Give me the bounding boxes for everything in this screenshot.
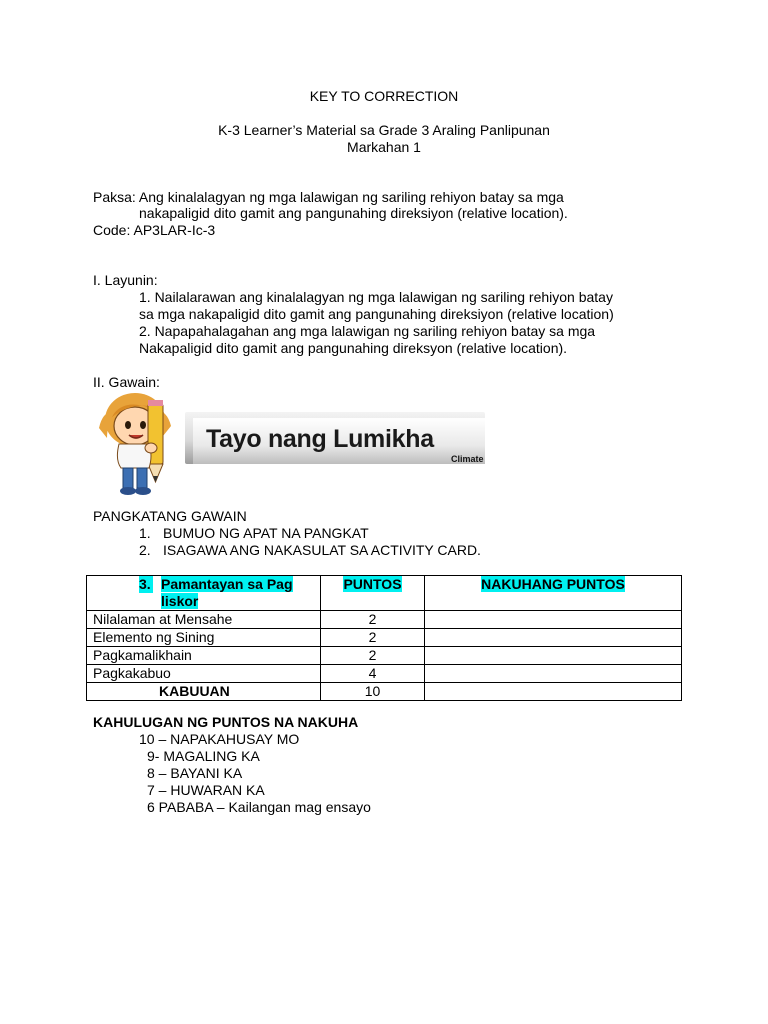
points-cell: 2 (321, 647, 425, 665)
step-2-number: 2. (139, 542, 151, 558)
earned-cell[interactable] (425, 665, 682, 683)
earned-cell[interactable] (425, 611, 682, 629)
objective-2-line-1: 2. Napapahalagahan ang mga lalawigan ng sariling rehiyon batay sa mga (139, 323, 596, 339)
meaning-heading: KAHULUGAN NG PUNTOS NA NAKUHA (93, 714, 359, 730)
points-cell: 2 (321, 611, 425, 629)
header-criteria-line-1: Pamantayan sa Pag (161, 576, 293, 592)
activity-banner (93, 390, 493, 496)
doc-title: KEY TO CORRECTION (309, 88, 459, 104)
group-activity-heading: PANGKATANG GAWAIN (93, 508, 247, 524)
objective-1-line-1: 1. Nailalarawan ang kinalalagyan ng mga lalawigan ng sariling rehiyon batay (139, 289, 613, 305)
objective-1-line-2: sa mga nakapaligid dito gamit ang pangunahing direksiyon (relative location) (139, 306, 614, 322)
criterion-cell: Pagkamalikhain (87, 647, 321, 665)
table-row (87, 629, 682, 647)
total-points: 10 (321, 683, 425, 701)
meaning-item: 9- MAGALING KA (147, 748, 260, 764)
step-2-text: ISAGAWA ANG NAKASULAT SA ACTIVITY CARD. (163, 542, 481, 558)
step-1-text: BUMUO NG APAT NA PANGKAT (163, 525, 369, 541)
header-criteria-cell (87, 576, 321, 611)
topic-code: Code: AP3LAR-Ic-3 (93, 222, 216, 238)
points-cell: 4 (321, 665, 425, 683)
topic-line-2: nakapaligid dito gamit ang pangunahing direksiyon (relative location). (139, 205, 568, 221)
topic-line-1: Paksa: Ang kinalalagyan ng mga lalawigan ng sariling rehiyon batay sa mga (93, 189, 564, 205)
meaning-item: 6 PABABA – Kailangan mag ensayo (147, 799, 371, 815)
header-points: PUNTOS (343, 576, 402, 592)
criterion-cell: Elemento ng Sining (87, 629, 321, 647)
meaning-item: 8 – BAYANI KA (147, 765, 243, 781)
table-row (87, 665, 682, 683)
table-row (87, 611, 682, 629)
table-total-row (87, 683, 682, 701)
points-cell: 2 (321, 629, 425, 647)
activity-heading: II. Gawain: (93, 374, 160, 390)
objective-2-line-2: Nakapaligid dito gamit ang pangunahing direksyon (relative location). (139, 340, 568, 356)
header-earned-cell (425, 576, 682, 611)
total-earned-cell[interactable] (425, 683, 682, 701)
earned-cell[interactable] (425, 647, 682, 665)
table-header-row (87, 576, 682, 611)
doc-quarter: Markahan 1 (347, 139, 421, 155)
criterion-cell: Pagkakabuo (87, 665, 321, 683)
criterion-cell: Nilalaman at Mensahe (87, 611, 321, 629)
meaning-item: 7 – HUWARAN KA (147, 782, 265, 798)
table-row (87, 647, 682, 665)
objectives-heading: I. Layunin: (93, 272, 158, 288)
rubric-table (86, 575, 682, 701)
doc-subtitle: K-3 Learner’s Material sa Grade 3 Araling Panlipunan (218, 122, 550, 138)
header-number: 3. (139, 576, 151, 592)
banner-title: Tayo nang Lumikha (206, 425, 434, 453)
girl-with-pencil-illustration (93, 390, 193, 496)
header-points-cell (321, 576, 425, 611)
meaning-item: 10 – NAPAKAHUSAY MO (139, 731, 300, 747)
total-label: KABUUAN (87, 683, 321, 701)
banner-subtitle: Climate (451, 454, 484, 464)
step-1-number: 1. (139, 525, 151, 541)
earned-cell[interactable] (425, 629, 682, 647)
header-earned: NAKUHANG PUNTOS (481, 576, 625, 592)
header-criteria-line-2: liskor (161, 593, 199, 609)
